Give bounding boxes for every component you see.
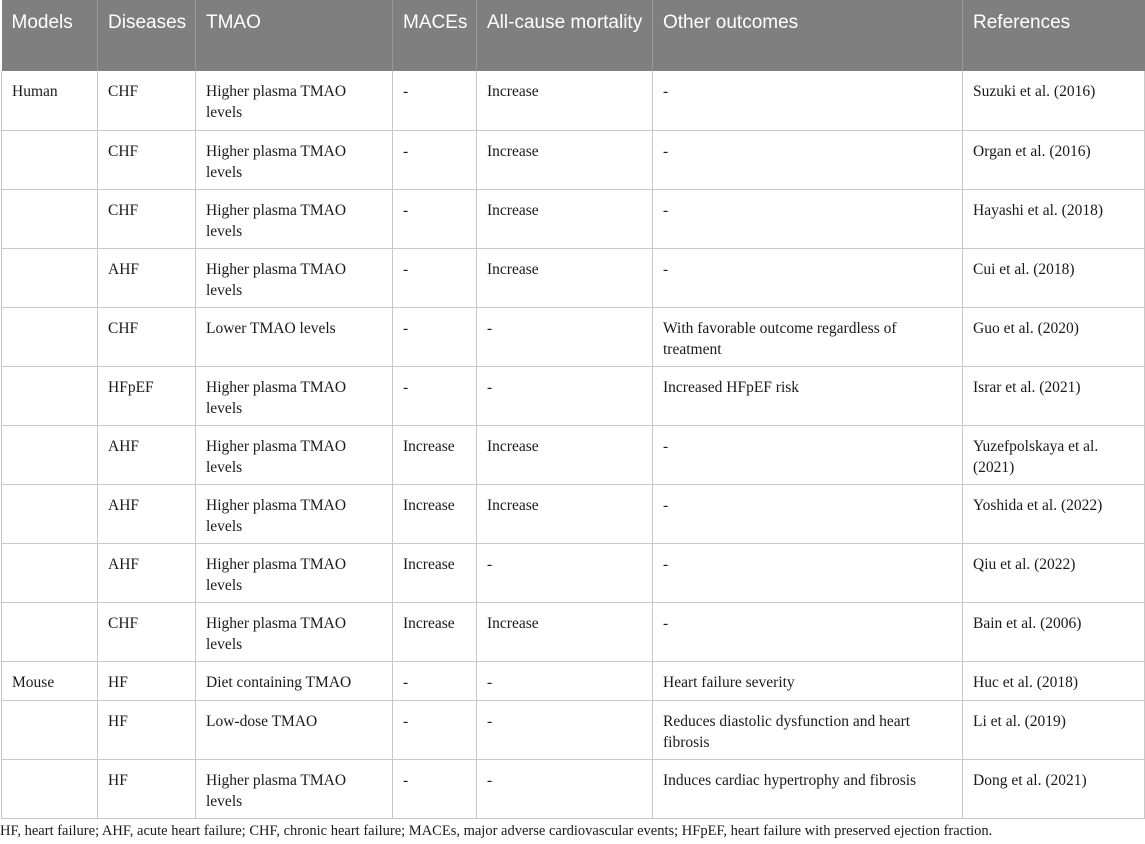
cell-mortality: Increase — [477, 189, 653, 248]
cell-tmao: Higher plasma TMAO levels — [196, 425, 393, 484]
table-row — [2, 307, 1145, 366]
cell-references: Israr et al. (2021) — [963, 366, 1145, 425]
cell-other-outcomes: Heart failure severity — [653, 661, 963, 700]
table-row — [2, 71, 1145, 130]
cell-other-outcomes: - — [653, 602, 963, 661]
cell-tmao: Higher plasma TMAO levels — [196, 248, 393, 307]
cell-models — [2, 484, 98, 543]
cell-other-outcomes: Reduces diastolic dysfunction and heart fibrosis — [653, 700, 963, 759]
header-mortality: All-cause mortality — [477, 0, 653, 71]
cell-references: Yoshida et al. (2022) — [963, 484, 1145, 543]
cell-diseases: AHF — [98, 543, 196, 602]
table-row — [2, 189, 1145, 248]
header-references: References — [963, 0, 1145, 71]
cell-maces: - — [393, 366, 477, 425]
cell-diseases: HF — [98, 661, 196, 700]
cell-mortality: Increase — [477, 425, 653, 484]
cell-diseases: CHF — [98, 130, 196, 189]
cell-maces: Increase — [393, 425, 477, 484]
cell-mortality: - — [477, 759, 653, 818]
header-row — [2, 0, 1145, 71]
results-table — [1, 0, 1145, 819]
cell-maces: - — [393, 71, 477, 130]
cell-maces: - — [393, 307, 477, 366]
header-models: Models — [11, 12, 73, 33]
cell-tmao: Lower TMAO levels — [196, 307, 393, 366]
cell-mortality: - — [477, 543, 653, 602]
cell-tmao: Higher plasma TMAO levels — [196, 189, 393, 248]
cell-models — [2, 759, 98, 818]
cell-diseases: HF — [98, 759, 196, 818]
cell-maces: Increase — [393, 484, 477, 543]
cell-diseases: AHF — [98, 484, 196, 543]
cell-references: Huc et al. (2018) — [963, 661, 1145, 700]
header-diseases: Diseases — [98, 0, 196, 71]
cell-references: Guo et al. (2020) — [963, 307, 1145, 366]
table-row — [2, 700, 1145, 759]
cell-diseases: HFpEF — [98, 366, 196, 425]
cell-diseases: CHF — [98, 189, 196, 248]
cell-other-outcomes: - — [653, 248, 963, 307]
cell-diseases: HF — [98, 700, 196, 759]
table-header — [2, 0, 1145, 71]
cell-tmao: Higher plasma TMAO levels — [196, 543, 393, 602]
cell-other-outcomes: - — [653, 425, 963, 484]
cell-tmao: Higher plasma TMAO levels — [196, 484, 393, 543]
cell-models — [2, 366, 98, 425]
table-row — [2, 602, 1145, 661]
cell-references: Bain et al. (2006) — [963, 602, 1145, 661]
table-row — [2, 366, 1145, 425]
cell-references: Hayashi et al. (2018) — [963, 189, 1145, 248]
table-row — [2, 661, 1145, 700]
cell-mortality: Increase — [477, 248, 653, 307]
table-row — [2, 484, 1145, 543]
cell-tmao: Diet containing TMAO — [196, 661, 393, 700]
table-row — [2, 759, 1145, 818]
cell-mortality: Increase — [477, 484, 653, 543]
table-body — [2, 71, 1145, 818]
table-footnote: HF, heart failure; AHF, acute heart failure; CHF, chronic heart failure; MACEs, major adverse cardiovascular events; HFpEF, heart failure with preserved ejection fraction. — [0, 823, 993, 839]
cell-models — [2, 602, 98, 661]
cell-tmao: Higher plasma TMAO levels — [196, 71, 393, 130]
cell-tmao: Higher plasma TMAO levels — [196, 130, 393, 189]
cell-other-outcomes: - — [653, 543, 963, 602]
cell-other-outcomes: - — [653, 130, 963, 189]
cell-diseases: CHF — [98, 602, 196, 661]
cell-other-outcomes: - — [653, 484, 963, 543]
cell-maces: - — [393, 759, 477, 818]
cell-diseases: CHF — [98, 307, 196, 366]
cell-mortality: Increase — [477, 71, 653, 130]
table-row — [2, 543, 1145, 602]
cell-references: Cui et al. (2018) — [963, 248, 1145, 307]
table-row — [2, 425, 1145, 484]
table-row — [2, 248, 1145, 307]
cell-tmao: Higher plasma TMAO levels — [196, 366, 393, 425]
cell-models — [2, 543, 98, 602]
cell-references: Yuzefpolskaya et al. (2021) — [963, 425, 1145, 484]
cell-models: Human — [2, 71, 98, 130]
cell-diseases: AHF — [98, 425, 196, 484]
cell-references: Suzuki et al. (2016) — [963, 71, 1145, 130]
cell-models — [2, 425, 98, 484]
cell-models — [2, 307, 98, 366]
cell-mortality: - — [477, 366, 653, 425]
cell-other-outcomes: - — [653, 189, 963, 248]
cell-models: Mouse — [2, 661, 98, 700]
cell-maces: - — [393, 661, 477, 700]
cell-mortality: - — [477, 661, 653, 700]
cell-other-outcomes: Induces cardiac hypertrophy and fibrosis — [653, 759, 963, 818]
cell-diseases: AHF — [98, 248, 196, 307]
header-other-outcomes: Other outcomes — [653, 0, 963, 71]
cell-tmao: Higher plasma TMAO levels — [196, 602, 393, 661]
cell-maces: - — [393, 700, 477, 759]
cell-tmao: Low-dose TMAO — [196, 700, 393, 759]
cell-other-outcomes: Increased HFpEF risk — [653, 366, 963, 425]
cell-references: Li et al. (2019) — [963, 700, 1145, 759]
cell-mortality: - — [477, 700, 653, 759]
cell-maces: - — [393, 130, 477, 189]
cell-tmao: Higher plasma TMAO levels — [196, 759, 393, 818]
table-row — [2, 130, 1145, 189]
cell-references: Organ et al. (2016) — [963, 130, 1145, 189]
cell-models — [2, 700, 98, 759]
cell-diseases: CHF — [98, 71, 196, 130]
cell-maces: Increase — [393, 543, 477, 602]
cell-other-outcomes: - — [653, 71, 963, 130]
cell-mortality: - — [477, 307, 653, 366]
cell-mortality: Increase — [477, 130, 653, 189]
cell-models — [2, 130, 98, 189]
cell-maces: - — [393, 248, 477, 307]
cell-models — [2, 189, 98, 248]
cell-maces: Increase — [393, 602, 477, 661]
cell-mortality: Increase — [477, 602, 653, 661]
header-tmao: TMAO — [196, 0, 393, 71]
cell-references: Dong et al. (2021) — [963, 759, 1145, 818]
header-maces: MACEs — [393, 0, 477, 71]
cell-other-outcomes: With favorable outcome regardless of treatment — [653, 307, 963, 366]
cell-maces: - — [393, 189, 477, 248]
cell-models — [2, 248, 98, 307]
cell-references: Qiu et al. (2022) — [963, 543, 1145, 602]
